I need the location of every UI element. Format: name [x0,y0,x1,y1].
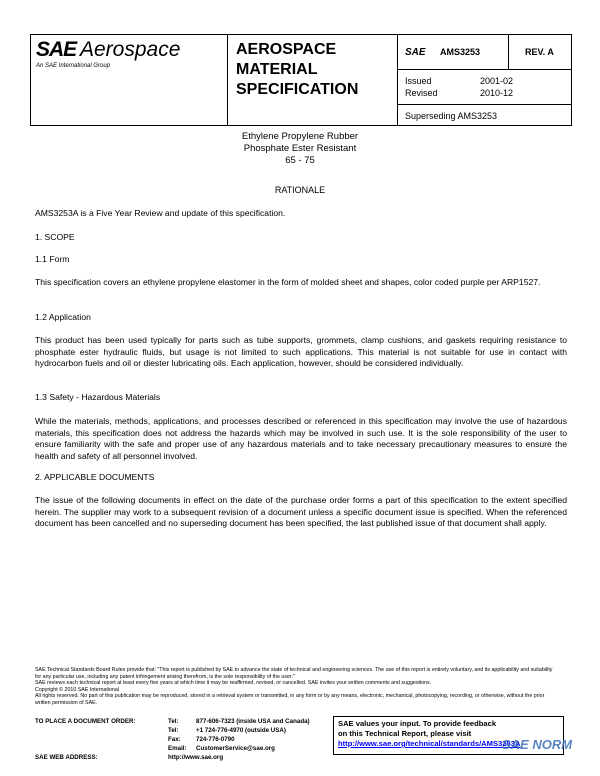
email: CustomerService@sae.org [196,745,275,752]
subject-line-3: 65 - 75 [285,155,315,166]
rationale-heading: RATIONALE [274,185,326,195]
section-2-heading: 2. APPLICABLE DOCUMENTS [35,472,155,482]
issued-label: Issued [405,76,432,86]
web-address[interactable]: http://www.sae.org [168,754,224,761]
document-type-title [236,40,358,100]
title-line-3: SPECIFICATION [236,81,359,98]
revised-date: 2010-12 [480,88,514,98]
doc-number: AMS3253 [440,47,481,57]
tel-2: +1 724-776-4970 (outside USA) [196,727,286,734]
feedback-line-1: SAE values your input. To provide feedback [338,719,497,728]
title-line-1: AEROSPACE [236,41,337,58]
email-label: Email: [168,745,187,752]
section-1-1-text: This specification covers an ethylene propylene elastomer in the form of molded sheet and shapes, color coded purple per ARP1527. [35,277,541,287]
section-1-2-heading: 1.2 Application [35,312,91,322]
section-1-3-text: While the materials, methods, applications, and processes described or referenced in this specification may involve the use of hazardous materials, this specification does not address the hazards which may be involved in such use. It is the sole responsibility of the user to ensure familiarity with the safe and proper use of any hazardous materials and to take necessary precautionary measures to ensure the health and safety of all personnel involved. [35,416,567,461]
section-2-text: The issue of the following documents in effect on the date of the purchase order forms a part of this specification to the extent specified herein. The supplier may work to a subsequent revision of a document unless a specific document issue is specified. When the referenced document has been cancelled and no superseding document has been specified, the last published issue of that document shall apply. [35,495,567,528]
legal-review: SAE reviews each technical report at least every five years at which time it may be reaffirmed, revised, or cancelled. SAE invites your written comments and suggestions. [35,680,432,687]
feedback-line-2: on this Technical Report, please visit [338,729,472,738]
sae-logo: SAE [36,38,77,61]
section-1-2-text: This product has been used typically for parts such as tube supports, grommets, clamp cushions, and gaskets requiring resistance to phosphate ester hydraulic fluids, but usage is not limited to such applications. This material is not suitable for use in contact with hydrocarbon fuels and oil or diester lubricating oils. Each application, however, should be considered individually. [35,335,567,368]
logo-tagline: An SAE International Group [36,63,111,69]
order-label: TO PLACE A DOCUMENT ORDER: [35,718,136,725]
legal-rules: SAE Technical Standards Board Rules provide that: "This report is published by SAE to advance the state of technical and engineering sciences. The use of this report is entirely voluntary, and its applicability and suitability for any particular use, including any patent infringement arising therefrom, is the sole responsibility of the user." [35,667,553,680]
tel-label-1: Tel: [168,718,179,725]
section-1-heading: 1. SCOPE [35,232,75,242]
superseding-text: Superseding AMS3253 [405,111,498,121]
revised-label: Revised [405,88,438,98]
legal-copyright: Copyright © 2010 SAE International [35,686,119,693]
tel-1: 877-606-7323 (inside USA and Canada) [196,718,310,725]
section-1-3-heading: 1.3 Safety - Hazardous Materials [35,392,161,402]
tel-label-2: Tel: [168,727,179,734]
footer-legal-text [35,667,560,707]
aerospace-logo-text: Aerospace [80,38,181,61]
fax: 724-776-0790 [196,736,235,743]
section-1-1-heading: 1.1 Form [35,254,70,264]
sae-norm-watermark: SAE NORM [502,737,573,752]
subject-line-2: Phosphate Ester Resistant [243,143,357,154]
revision-label: REV. A [525,47,554,57]
subject-line-1: Ethylene Propylene Rubber [241,131,359,142]
feedback-link[interactable]: http://www.sae.org/technical/standards/AMS3253A [338,739,521,748]
web-label: SAE WEB ADDRESS: [35,754,98,761]
title-line-2: MATERIAL [236,61,318,78]
fax-label: Fax: [168,736,181,743]
dates-cell [398,70,572,105]
issued-date: 2001-02 [480,76,514,86]
rationale-text: AMS3253A is a Five Year Review and update of this specification. [35,208,286,218]
legal-rights: All rights reserved. No part of this publication may be reproduced, stored in a retrieval system or transmitted, in any form or by any means, electronic, mechanical, photocopying, recording, or otherwise, without the prior written permission of SAE. [35,693,545,706]
sae-small-logo: SAE [405,47,426,58]
